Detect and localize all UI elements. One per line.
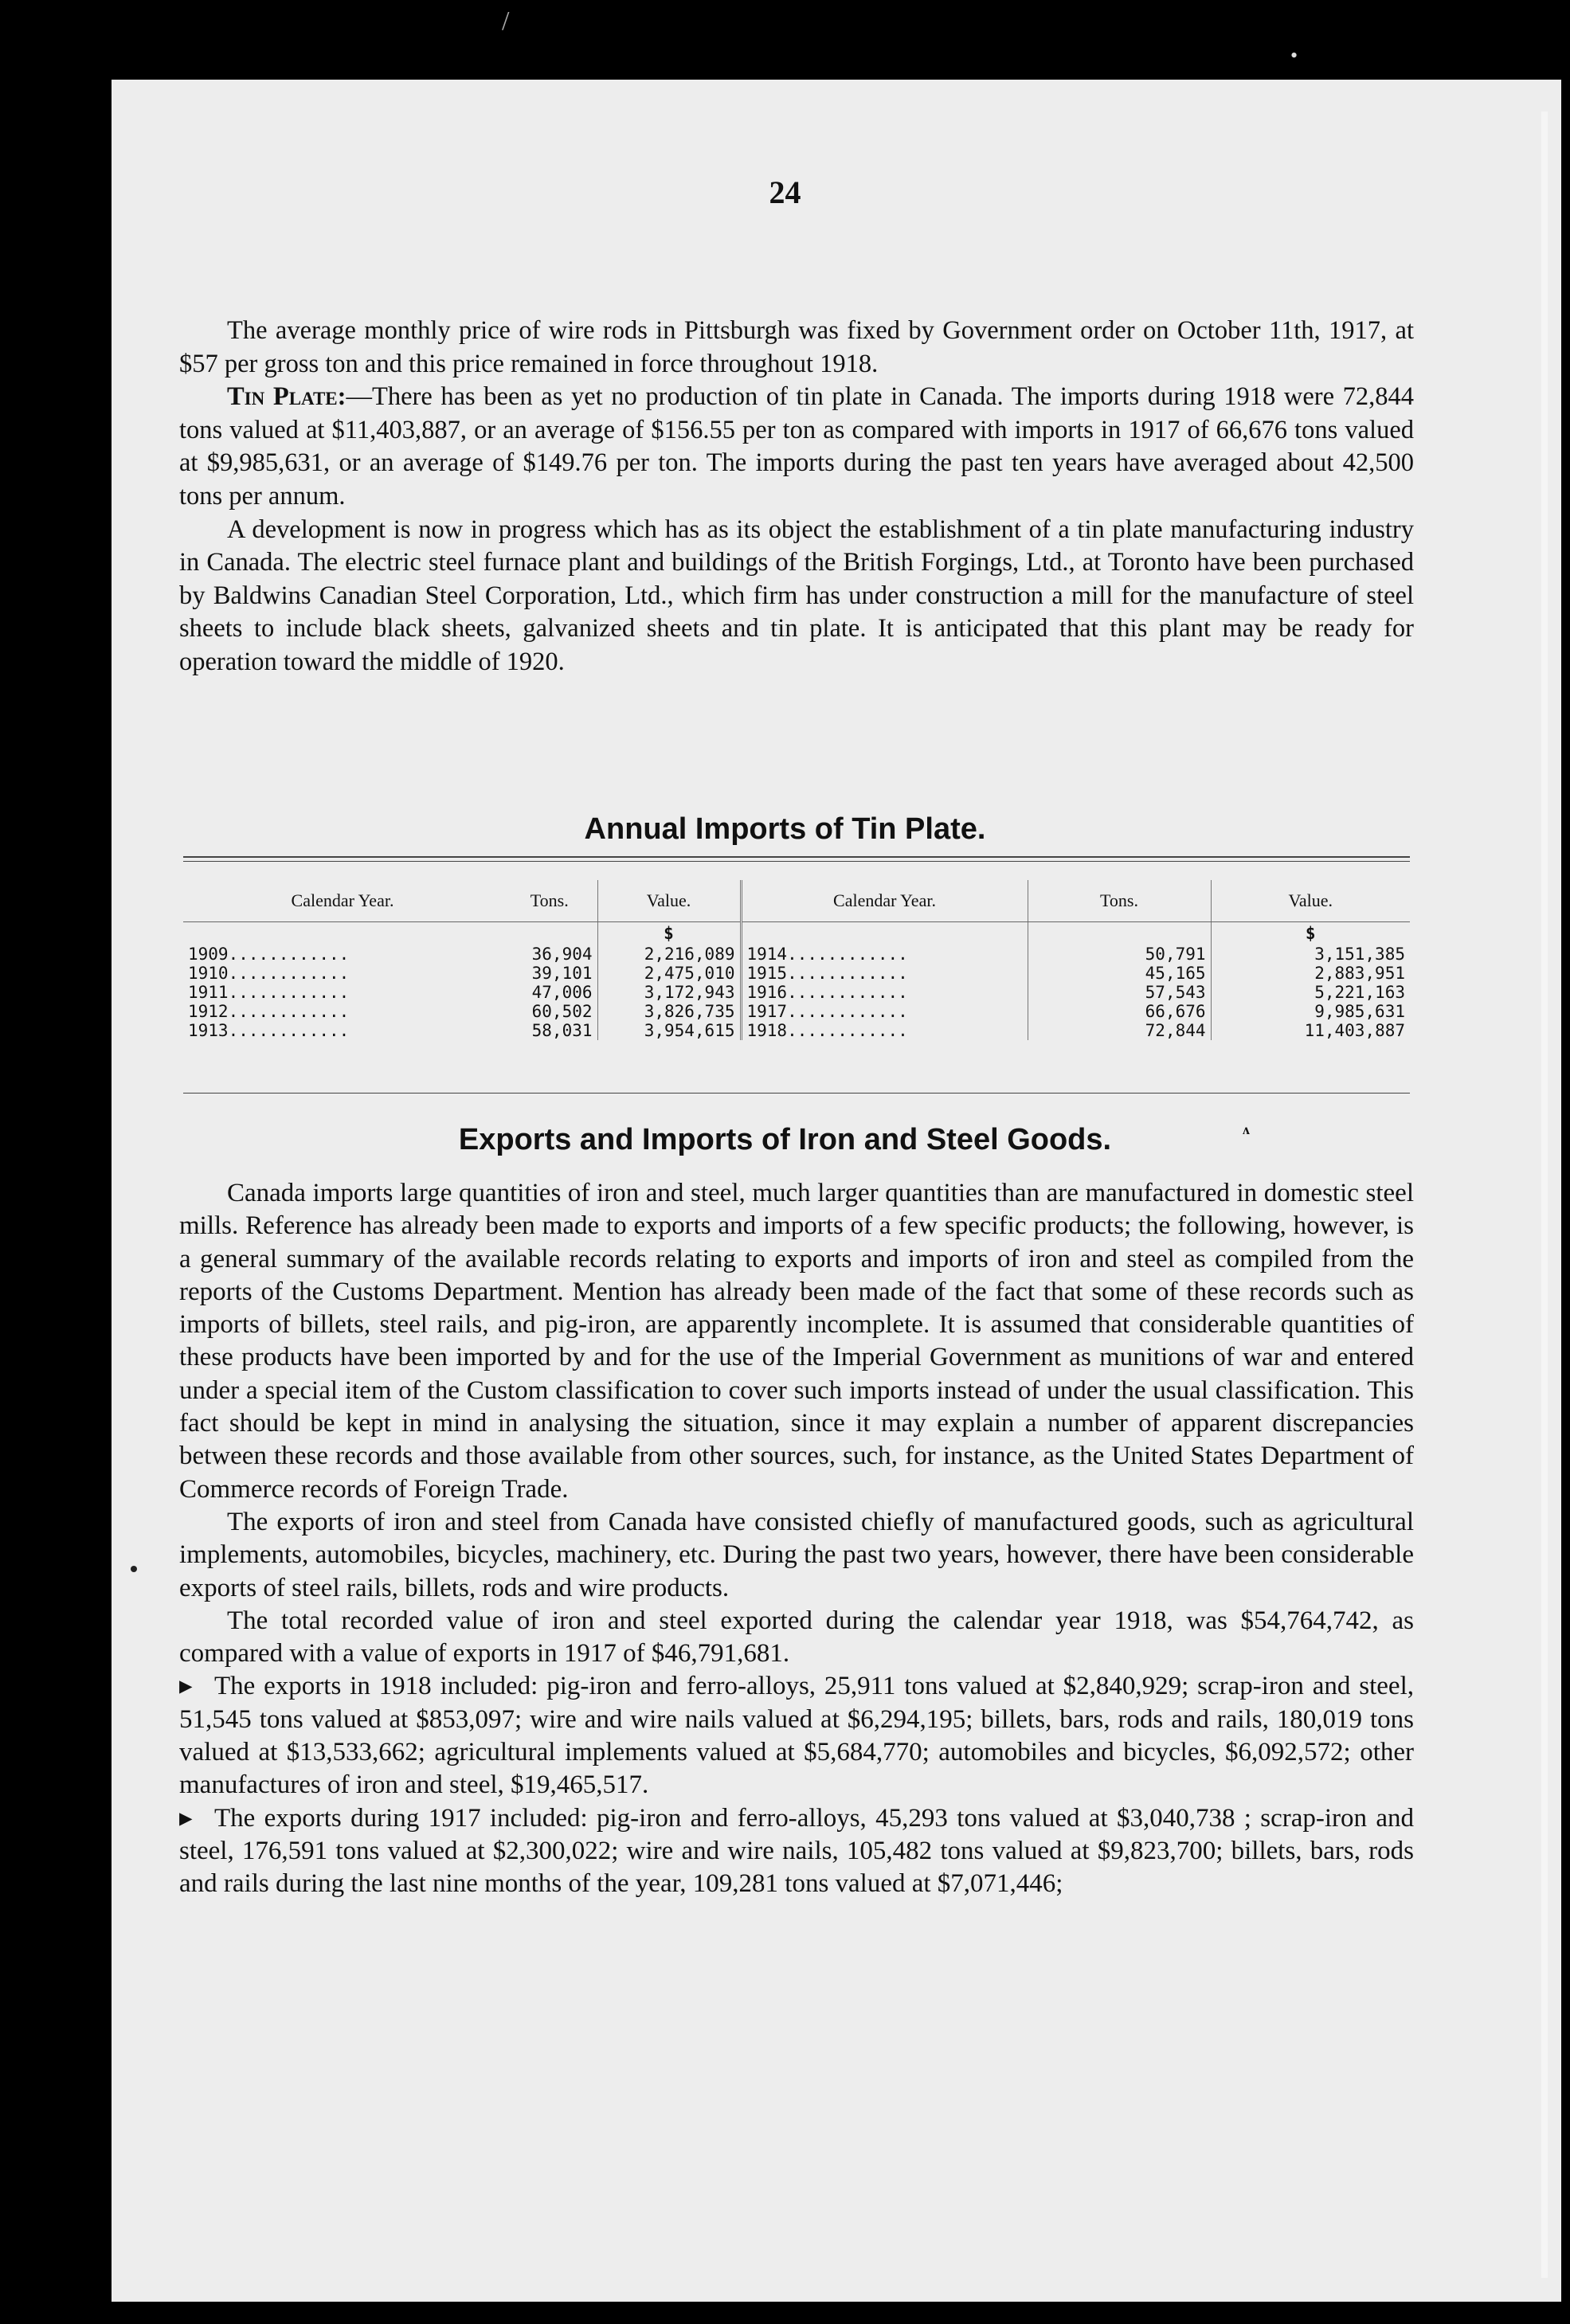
value-cell: 3,954,615 xyxy=(597,1021,741,1040)
table-bottom-rule xyxy=(183,1093,1410,1094)
tons-cell: 66,676 xyxy=(1028,1002,1211,1021)
year-cell: 1914............ xyxy=(741,945,1028,964)
tons-cell: 45,165 xyxy=(1028,964,1211,983)
table-top-rule xyxy=(183,856,1410,858)
tons-cell: 60,502 xyxy=(531,1002,593,1021)
pointing-hand-icon: ▸ xyxy=(179,1803,193,1833)
page-number: 24 xyxy=(769,174,801,210)
value-cell: 11,403,887 xyxy=(1211,1021,1410,1040)
tin-plate-run-in-heading: Tin Plate: xyxy=(227,382,346,412)
year-cell: 1915............ xyxy=(741,964,1028,983)
table-row xyxy=(183,983,1410,1002)
tons-cell: 47,006 xyxy=(531,983,593,1002)
table-row xyxy=(183,1021,1410,1040)
value-cell: 2,475,010 xyxy=(597,964,741,983)
paragraph-tin-plate xyxy=(179,381,1414,513)
year-cell: 1910............ xyxy=(188,964,350,983)
value-cell: 3,172,943 xyxy=(597,983,741,1002)
paragraph-imports: Canada imports large quantities of iron and steel, much larger quantities than are manufactured in domestic steel mills. Reference has already been made to exports and imports of a few specific products; the following, however, is a general summary of the available records relating to exports and imports of iron and steel as compiled from the reports of the Customs Department. Mention has already been made of the fact that some of these records such as imports of billets, steel rails, and pig-iron, are apparently incomplete. It is assumed that considerable quantities of these products have been imported by and for the use of the Imperial Government as munitions of war and entered under a special item of the Custom classification to cover such imports instead of under the usual classification. This fact should be kept in mind in analysing the situation, since it may explain a number of apparent discrepancies between these records and those available from other sources, such, for instance, as the United States Department of Commerce records of Foreign Trade. xyxy=(179,1179,1414,1504)
scan-artifact-dot: • xyxy=(1290,44,1298,67)
value-cell: 3,151,385 xyxy=(1211,945,1410,964)
paragraph-1918-exports: ▸ The exports in 1918 included: pig-iron and ferro-alloys, 25,911 tons valued at $2,840,929; scrap-iron and steel, 51,545 tons valued at $853,097; wire and wire nails valued at $6,294,195; billets, bars, rods and rails, 180,019 tons valued at $13,533,662; agricultural implements valued at $5,684,770; automobiles and bicycles, $6,092,572; other manufactures of iron and steel, $19,465,517. xyxy=(179,1672,1414,1800)
header-value-2: Value. xyxy=(1211,880,1410,922)
intro-text xyxy=(179,315,1414,679)
year-cell: 1911............ xyxy=(188,983,350,1002)
tons-cell: 36,904 xyxy=(531,945,593,964)
tin-plate-table xyxy=(183,880,1410,1087)
paragraph-wire-rods: The average monthly price of wire rods in Pittsburgh was fixed by Government order on October 11th, 1917, at $57 per gross ton and this price remained in force throughout 1918. xyxy=(179,316,1414,378)
imports-table xyxy=(183,880,1410,1040)
table-title: Annual Imports of Tin Plate. xyxy=(584,812,986,846)
tons-cell: 39,101 xyxy=(531,964,593,983)
ink-mark: ʌ xyxy=(1243,1121,1250,1137)
margin-dot xyxy=(131,1566,137,1572)
table-header-row xyxy=(183,880,1410,922)
paragraph-1917-exports: ▸ The exports during 1917 included: pig-iron and ferro-alloys, 45,293 tons valued at $3,040,738 ; scrap-iron and steel, 176,591 tons valued at $2,300,022; wire and wire nails, 105,482 tons valued at $9,823,700; billets, bars, rods and rails during the last nine months of the year, 109,281 tons valued at $7,071,446; xyxy=(179,1803,1414,1899)
header-tons: Tons. xyxy=(502,880,597,922)
year-cell: 1916............ xyxy=(741,983,1028,1002)
tons-cell: 50,791 xyxy=(1028,945,1211,964)
table-row xyxy=(183,1002,1410,1021)
section-text xyxy=(179,1177,1414,1901)
tons-cell: 72,844 xyxy=(1028,1021,1211,1040)
year-cell: 1917............ xyxy=(741,1002,1028,1021)
header-value: Value. xyxy=(597,880,741,922)
paragraph-total-value: The total recorded value of iron and steel exported during the calendar year 1918, was $54,764,742, as compared with a value of exports in 1917 of $46,791,681. xyxy=(179,1606,1414,1669)
scan-artifact-slash: / xyxy=(502,6,510,36)
tons-cell: 57,543 xyxy=(1028,983,1211,1002)
header-tons-2: Tons. xyxy=(1028,880,1211,922)
table-row xyxy=(183,964,1410,983)
value-cell: 2,216,089 xyxy=(597,945,741,964)
year-cell: 1913............ xyxy=(188,1021,350,1040)
dollar-unit-2: $ xyxy=(1211,922,1410,945)
table-top-rule-thin xyxy=(183,861,1410,862)
dollar-unit: $ xyxy=(597,922,741,945)
year-cell: 1918............ xyxy=(741,1021,1028,1040)
value-cell: 9,985,631 xyxy=(1211,1002,1410,1021)
page-edge xyxy=(1541,112,1548,2278)
paragraph-exports: The exports of iron and steel from Canada have consisted chiefly of manufactured goods, such as agricultural implements, automobiles, bicycles, machinery, etc. During the past two years, however, there have been considerable exports of steel rails, billets, rods and wire products. xyxy=(179,1507,1414,1602)
header-calendar-year-2: Calendar Year. xyxy=(741,880,1028,922)
unit-row xyxy=(183,922,1410,945)
value-cell: 5,221,163 xyxy=(1211,983,1410,1002)
tons-cell: 58,031 xyxy=(531,1021,593,1040)
value-cell: 3,826,735 xyxy=(597,1002,741,1021)
year-cell: 1912............ xyxy=(188,1002,350,1021)
header-calendar-year: Calendar Year. xyxy=(183,880,502,922)
year-cell: 1909............ xyxy=(188,945,350,964)
value-cell: 2,883,951 xyxy=(1211,964,1410,983)
section-heading: Exports and Imports of Iron and Steel Goods. xyxy=(458,1123,1112,1156)
table-row xyxy=(183,945,1410,964)
pointing-hand-icon: ▸ xyxy=(179,1672,193,1701)
paragraph-development: A development is now in progress which has as its object the establishment of a tin plate manufacturing industry in Canada. The electric steel furnace plant and buildings of the British Forgings, Ltd., at Toronto have been purchased by Baldwins Canadian Steel Corporation, Ltd., which firm has under construction a mill for the manufacture of steel sheets to include black sheets, galvanized sheets and tin plate. It is anticipated that this plant may be ready for operation toward the middle of 1920. xyxy=(179,514,1414,676)
tin-plate-body: —There has been as yet no production of tin plate in Canada. The imports during 1918 were 72,844 tons valued at $11,403,887, or an average of $156.55 per ton as compared with imports in 1917 of 66,676 tons valued at $9,985,631, or an average of $149.76 per ton. The imports during the past ten years have averaged about 42,500 tons per annum. xyxy=(179,382,1414,511)
